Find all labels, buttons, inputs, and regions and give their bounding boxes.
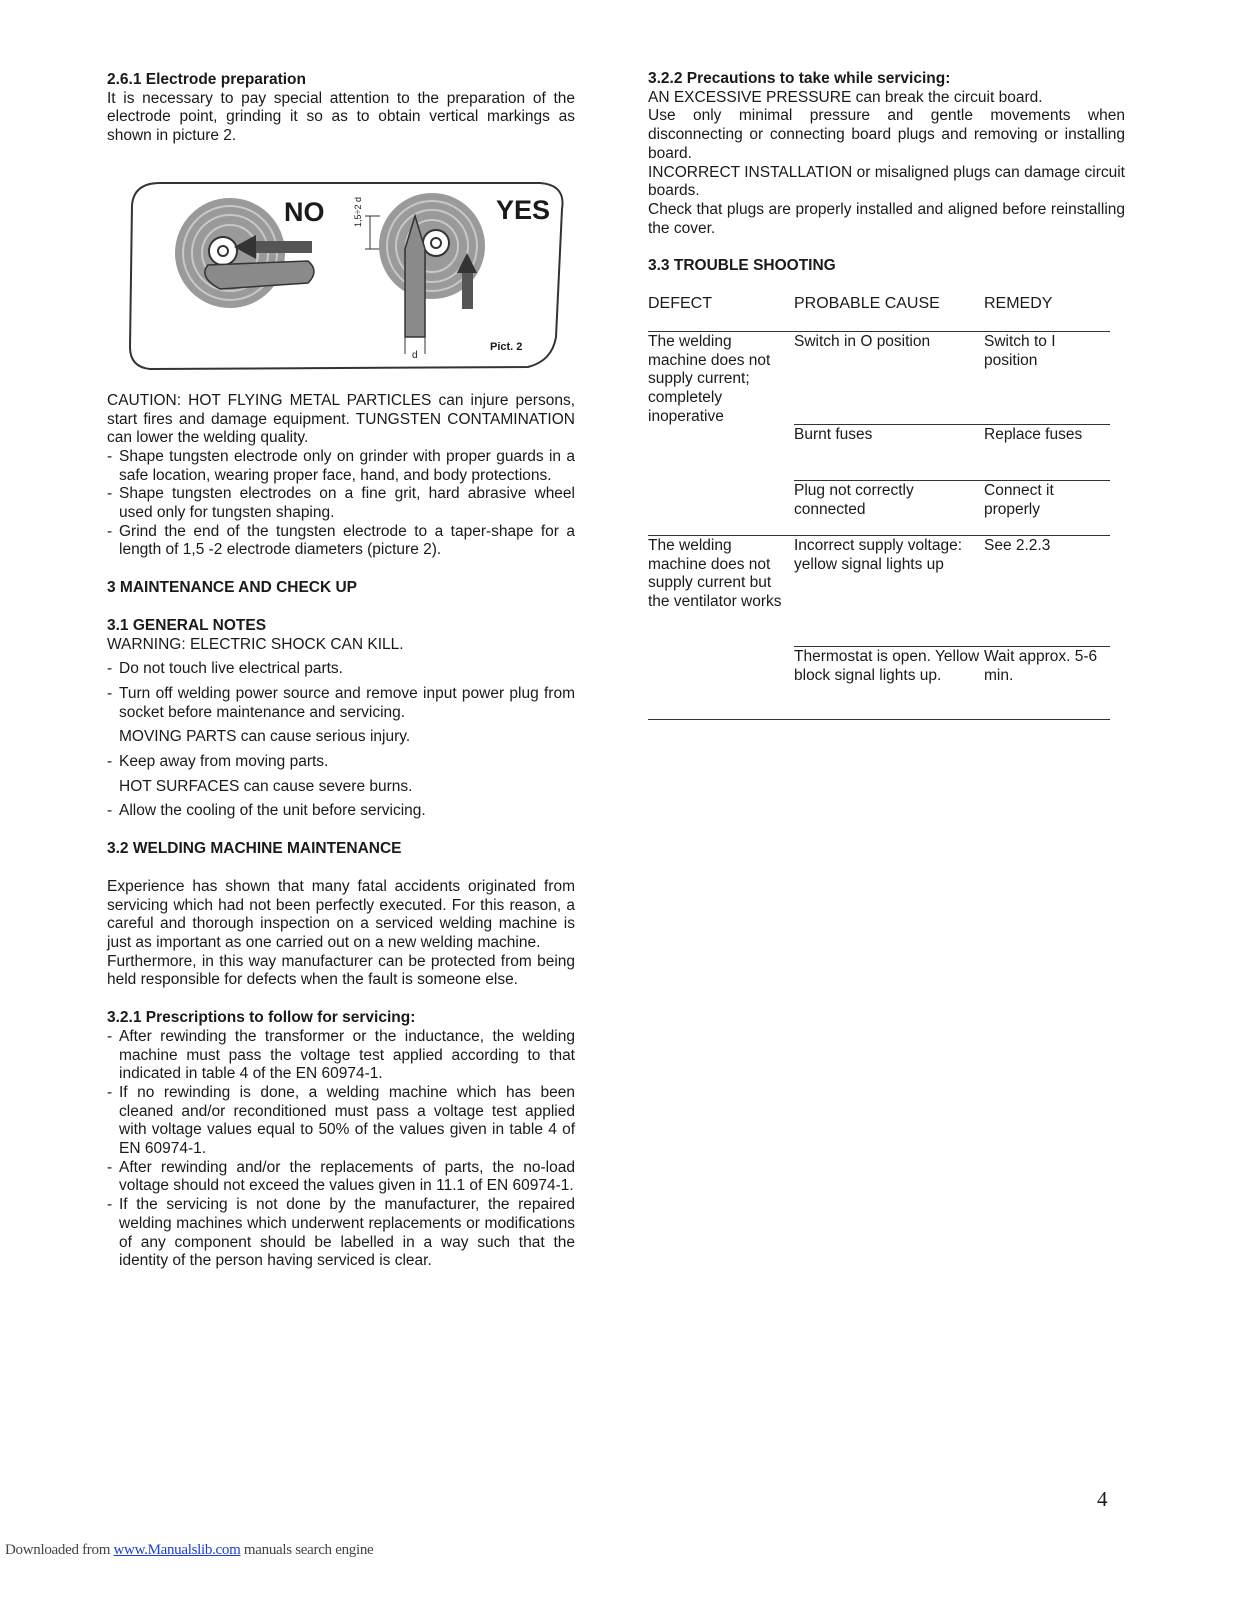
table-row bbox=[648, 646, 1110, 720]
remedy-cell: Switch to I position bbox=[984, 333, 1056, 369]
remedy-cell: Replace fuses bbox=[984, 426, 1083, 444]
cause-cell: Incorrect supply voltage: yellow signal lights up bbox=[794, 537, 963, 573]
precaution-pressure: AN EXCESSIVE PRESSURE can break the circuit board. bbox=[648, 88, 1043, 106]
precaution-gentle: Use only minimal pressure and gentle movements when disconnecting or connecting board plugs and removing or installing board. bbox=[648, 107, 1125, 162]
cause-cell: Plug not correctly connected bbox=[794, 482, 914, 518]
caution-text: CAUTION: HOT FLYING METAL PARTICLES can injure persons, start fires and damage equipment. TUNGSTEN CONTAMINATION can lower the welding quality. bbox=[107, 391, 575, 447]
section-2-6-1-body: It is necessary to pay special attention to the preparation of the electrode point, grinding it so as to obtain vertical markings as shown in picture 2. bbox=[107, 89, 575, 145]
section-3-2-2-title: 3.2.2 Precautions to take while servicing: bbox=[648, 70, 951, 87]
list-item: - After rewinding the transformer or the inductance, the welding machine must pass the voltage test applied according to that indicated in table 4 of the EN 60974-1. bbox=[107, 1028, 575, 1084]
servicing-prescriptions-list bbox=[107, 1028, 575, 1271]
remedy-cell: Connect it properly bbox=[984, 482, 1054, 518]
list-item: - Do not touch live electrical parts. bbox=[107, 660, 575, 679]
table-header bbox=[648, 295, 1110, 331]
general-notes-list bbox=[107, 660, 575, 821]
remedy-cell: Wait approx. 5-6 min. bbox=[984, 648, 1098, 684]
figure-yes-label: YES bbox=[496, 194, 551, 225]
defect-cell bbox=[648, 480, 794, 535]
column-header-defect: DEFECT bbox=[648, 295, 712, 313]
electrode-figure bbox=[120, 179, 569, 373]
list-item: - Keep away from moving parts. bbox=[107, 753, 575, 772]
defect-cell bbox=[648, 424, 794, 480]
defect-cell: The welding machine does not supply current; completely inoperative bbox=[648, 333, 771, 425]
right-column bbox=[648, 70, 1125, 720]
section-2-6-1-title: 2.6.1 Electrode preparation bbox=[107, 71, 306, 88]
section-3-2-paragraph-2: Furthermore, in this way manufacturer can be protected from being held responsible for defects when the fault is someone else. bbox=[107, 952, 575, 989]
list-item: - Turn off welding power source and remove input power plug from socket before maintenance and servicing. bbox=[107, 685, 575, 722]
grinder-wheel-yes bbox=[379, 193, 485, 337]
section-3-3-title: 3.3 TROUBLE SHOOTING bbox=[648, 257, 836, 275]
table-row bbox=[648, 424, 1110, 480]
precaution-check: Check that plugs are properly installed and aligned before reinstalling the cover. bbox=[648, 200, 1125, 237]
defect-cell bbox=[648, 646, 794, 720]
section-3-1-title: 3.1 GENERAL NOTES bbox=[107, 616, 267, 634]
cause-cell: Thermostat is open. Yellow block signal lights up. bbox=[794, 648, 980, 684]
precaution-installation: INCORRECT INSTALLATION or misaligned plugs can damage circuit boards. bbox=[648, 163, 1125, 200]
list-item: - After rewinding and/or the replacements of parts, the no-load voltage should not exceed the values given in 11.1 of EN 60974-1. bbox=[107, 1159, 575, 1196]
page-number: 4 bbox=[1097, 1487, 1108, 1511]
column-header-cause: PROBABLE CAUSE bbox=[794, 295, 940, 313]
list-item: - Grind the end of the tungsten electrode to a taper-shape for a length of 1,5 -2 electrode diameters (picture 2). bbox=[107, 523, 575, 560]
list-item: - If the servicing is not done by the manufacturer, the repaired welding machines which underwent replacements or modifications of any component should be labelled in a way such that the identity of the person having serviced is clear. bbox=[107, 1196, 575, 1271]
list-item: - If no rewinding is done, a welding machine which has been cleaned and/or reconditioned must pass a voltage test applied with voltage values equal to 50% of the values given in table 4 of EN 60974-1. bbox=[107, 1084, 575, 1159]
list-item: - Shape tungsten electrode only on grinder with proper guards in a safe location, wearing proper face, hand, and body protections. bbox=[107, 448, 575, 485]
table-row bbox=[648, 480, 1110, 535]
footer-suffix: manuals search engine bbox=[240, 1542, 374, 1558]
section-3-2-title: 3.2 WELDING MACHINE MAINTENANCE bbox=[107, 840, 402, 858]
figure-no-label: NO bbox=[284, 196, 325, 227]
list-item: - Allow the cooling of the unit before servicing. bbox=[107, 802, 575, 821]
defect-cell: The welding machine does not supply current but the ventilator works bbox=[648, 537, 782, 611]
manualslib-link[interactable]: www.Manualslib.com bbox=[113, 1542, 241, 1558]
footer-prefix: Downloaded from bbox=[5, 1542, 114, 1558]
figure-dimension-length: 1,5÷2 d bbox=[353, 196, 363, 227]
section-3-2-1-title: 3.2.1 Prescriptions to follow for servicing: bbox=[107, 1009, 416, 1027]
remedy-cell: See 2.2.3 bbox=[984, 537, 1051, 555]
cause-cell: Burnt fuses bbox=[794, 426, 873, 444]
trouble-shooting-table bbox=[648, 295, 1110, 720]
left-column bbox=[107, 71, 575, 1271]
cause-cell: Switch in O position bbox=[794, 333, 931, 351]
hot-surfaces-note: HOT SURFACES can cause severe burns. bbox=[119, 777, 413, 795]
list-item: - Shape tungsten electrodes on a fine grit, hard abrasive wheel used only for tungsten shaping. bbox=[107, 485, 575, 522]
column-header-remedy: REMEDY bbox=[984, 295, 1053, 313]
moving-parts-note: MOVING PARTS can cause serious injury. bbox=[119, 728, 411, 746]
table-row bbox=[648, 331, 1110, 424]
download-footer bbox=[5, 1542, 373, 1559]
figure-caption: Pict. 2 bbox=[490, 340, 523, 353]
electric-shock-warning: WARNING: ELECTRIC SHOCK CAN KILL. bbox=[107, 635, 404, 653]
table-row bbox=[648, 535, 1110, 646]
caution-list bbox=[107, 448, 575, 560]
section-3-title: 3 MAINTENANCE AND CHECK UP bbox=[107, 579, 358, 597]
section-3-2-paragraph-1: Experience has shown that many fatal accidents originated from servicing which had not been perfectly executed. For this reason, a careful and thorough inspection on a serviced welding machine is just as important as one carried out on a new welding machine. bbox=[107, 877, 575, 951]
figure-dimension-d: d bbox=[412, 349, 418, 361]
